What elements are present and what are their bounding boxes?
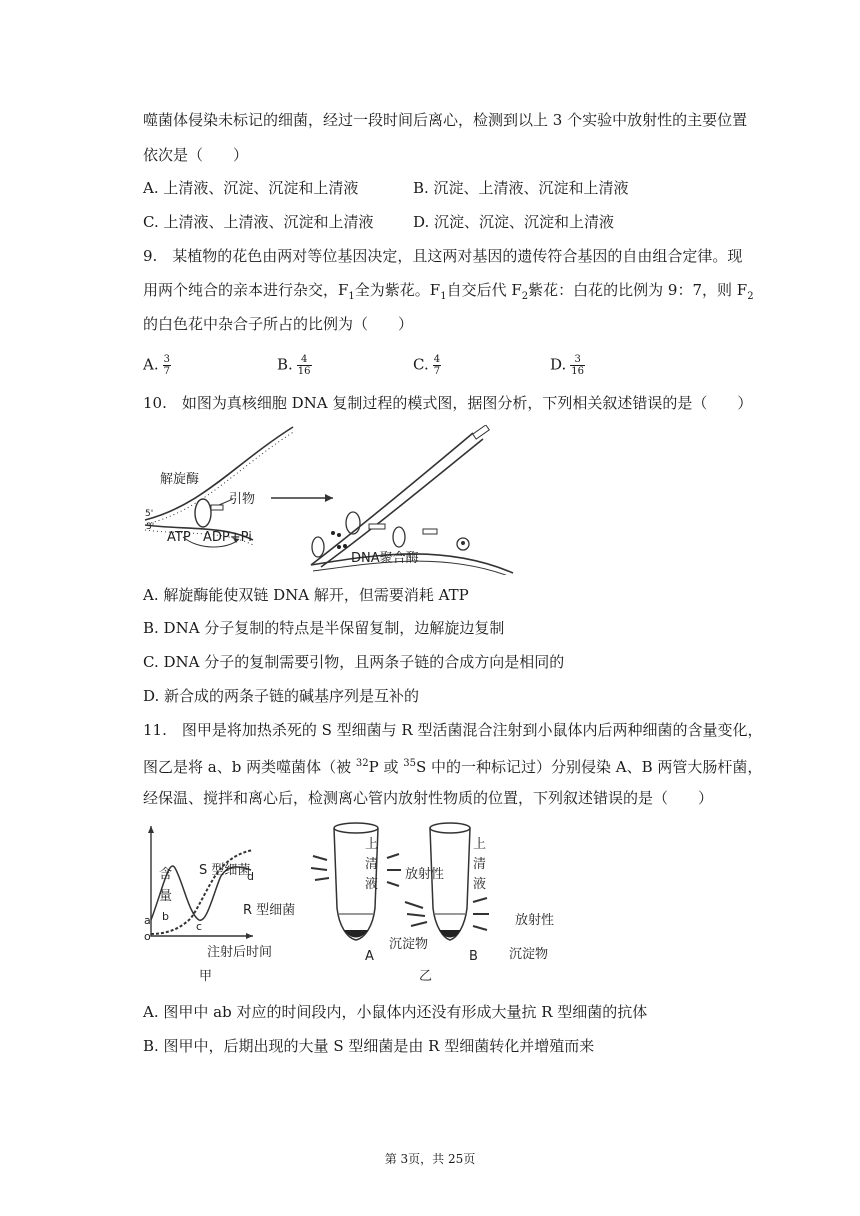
q9-option-c — [413, 354, 441, 377]
label-atp: ATP — [167, 530, 191, 545]
bacteria-experiment-figure — [143, 818, 563, 990]
q11-sup-35: 35 — [403, 758, 416, 769]
q9-text-a: 用两个纯合的亲本进行杂交，F — [143, 281, 349, 299]
supernatant-b-1: 上 — [473, 837, 487, 852]
q9-stem-line3: 的白色花中杂合子所占的比例为（ ） — [143, 315, 414, 333]
y-label-2: 量 — [159, 889, 173, 904]
dna-replication-figure — [143, 425, 518, 575]
radioactivity-label-2: 放射性 — [515, 913, 555, 928]
q10-stem: 10. 如图为真核细胞 DNA 复制过程的模式图，据图分析，下列相关叙述错误的是（ ） — [143, 394, 753, 412]
q11-text-c: S 中的一种标记过）分别侵染 A、B 两管大肠杆菌， — [415, 758, 763, 776]
q8-option-c: C. 上清液、上清液、沉淀和上清液 — [143, 213, 374, 231]
radioactivity-label-1: 放射性 — [405, 867, 445, 882]
q11-sup-32: 32 — [355, 758, 369, 769]
label-adp: ADP+Pi — [203, 530, 252, 545]
label-primer: 引物 — [229, 492, 256, 507]
point-o: o — [144, 930, 151, 943]
x-label: 注射后时间 — [207, 945, 273, 960]
q9-option-b-fraction — [297, 354, 312, 377]
q10-option-b: B. DNA 分子复制的特点是半保留复制，边解旋边复制 — [143, 619, 505, 637]
q10-option-d: D. 新合成的两条子链的碱基序列是互补的 — [143, 687, 420, 705]
q9-option-a-label: A. — [143, 355, 159, 374]
fraction-numerator: 4 — [433, 354, 441, 365]
label-5prime: 5' — [145, 509, 154, 519]
q11-text-a: 图乙是将 a、b 两类噬菌体（被 — [143, 758, 356, 776]
q9-sub-1b: 1 — [440, 291, 447, 302]
q10-option-c: C. DNA 分子的复制需要引物，且两条子链的合成方向是相同的 — [143, 653, 565, 671]
s-bacteria-label: S 型细菌 — [199, 863, 251, 878]
q9-sub-2b: 2 — [747, 291, 754, 302]
q11-stem-line1: 11. 图甲是将加热杀死的 S 型细菌与 R 型活菌混合注射到小鼠体内后两种细菌的含量变化， — [143, 721, 763, 739]
fraction-denominator: 16 — [297, 366, 311, 377]
label-helicase: 解旋酶 — [160, 472, 200, 487]
fraction-numerator: 3 — [570, 354, 585, 366]
label-dna-polymerase: DNA聚合酶 — [351, 551, 419, 566]
q8-option-d: D. 沉淀、沉淀、沉淀和上清液 — [413, 213, 615, 231]
q11-option-a: A. 图甲中 ab 对应的时间段内，小鼠体内还没有形成大量抗 R 型细菌的抗体 — [143, 1003, 648, 1021]
supernatant-b-3: 液 — [473, 877, 487, 892]
q9-text-d: 紫花：白花的比例为 9：7，则 F — [528, 281, 748, 299]
q9-stem-line1: 9. 某植物的花色由两对等位基因决定，且这两对基因的遗传符合基因的自由组合定律。现 — [143, 247, 743, 265]
label-3prime: 3' — [146, 522, 155, 532]
q8-stem-line1: 噬菌体侵染未标记的细菌，经过一段时间后离心，检测到以上 3 个实验中放射性的主要位置 — [143, 111, 748, 129]
y-label-1: 含 — [159, 867, 173, 882]
point-d: d — [247, 870, 254, 883]
q9-option-a — [143, 354, 171, 377]
supernatant-b-2: 清 — [473, 857, 487, 872]
page-footer: 第 3页，共 25页 — [384, 1152, 476, 1166]
q8-stem-line2: 依次是（ ） — [143, 146, 249, 164]
supernatant-a-2: 清 — [365, 857, 379, 872]
q9-stem-line2 — [143, 280, 754, 307]
q11-text-b: P 或 — [368, 758, 404, 776]
fig-yi-label: 乙 — [419, 969, 433, 984]
supernatant-a-1: 上 — [365, 837, 379, 852]
sediment-label-2: 沉淀物 — [509, 947, 549, 962]
q9-option-b — [277, 354, 312, 377]
fraction-denominator: 16 — [571, 366, 584, 377]
point-c: c — [196, 920, 203, 933]
q9-option-a-fraction — [163, 354, 171, 377]
q9-option-c-fraction — [433, 354, 441, 377]
q9-option-d — [550, 354, 585, 377]
r-bacteria-label: R 型细菌 — [243, 903, 296, 918]
point-a: a — [144, 914, 151, 927]
sediment-label-1: 沉淀物 — [389, 937, 429, 952]
tube-b-label: B — [469, 949, 478, 964]
q9-sub-1: 1 — [348, 291, 355, 302]
fraction-numerator: 4 — [297, 354, 312, 366]
q8-option-b: B. 沉淀、上清液、沉淀和上清液 — [413, 179, 629, 197]
q9-text-b: 全为紫花。F — [354, 281, 441, 299]
q9-option-c-label: C. — [413, 355, 429, 374]
q9-option-d-label: D. — [550, 355, 567, 374]
fraction-numerator: 3 — [163, 354, 170, 365]
tube-a-label: A — [365, 949, 374, 964]
q8-option-a: A. 上清液、沉淀、沉淀和上清液 — [143, 179, 359, 197]
fig-jia-label: 甲 — [199, 969, 213, 984]
q9-sub-2: 2 — [521, 291, 529, 302]
q10-option-a: A. 解旋酶能使双链 DNA 解开，但需要消耗 ATP — [143, 586, 469, 604]
q11-stem-line3: 经保温、搅拌和离心后，检测离心管内放射性物质的位置，下列叙述错误的是（ ） — [143, 789, 714, 807]
point-b: b — [162, 910, 169, 923]
q9-option-b-label: B. — [277, 355, 293, 374]
supernatant-a-3: 液 — [365, 877, 379, 892]
q11-option-b: B. 图甲中，后期出现的大量 S 型细菌是由 R 型细菌转化并增殖而来 — [143, 1037, 595, 1055]
q9-text-c: 自交后代 F — [446, 281, 522, 299]
q11-stem-line2 — [143, 754, 762, 777]
fraction-denominator: 7 — [163, 366, 170, 377]
fraction-denominator: 7 — [433, 366, 441, 377]
q9-option-d-fraction — [570, 354, 585, 377]
